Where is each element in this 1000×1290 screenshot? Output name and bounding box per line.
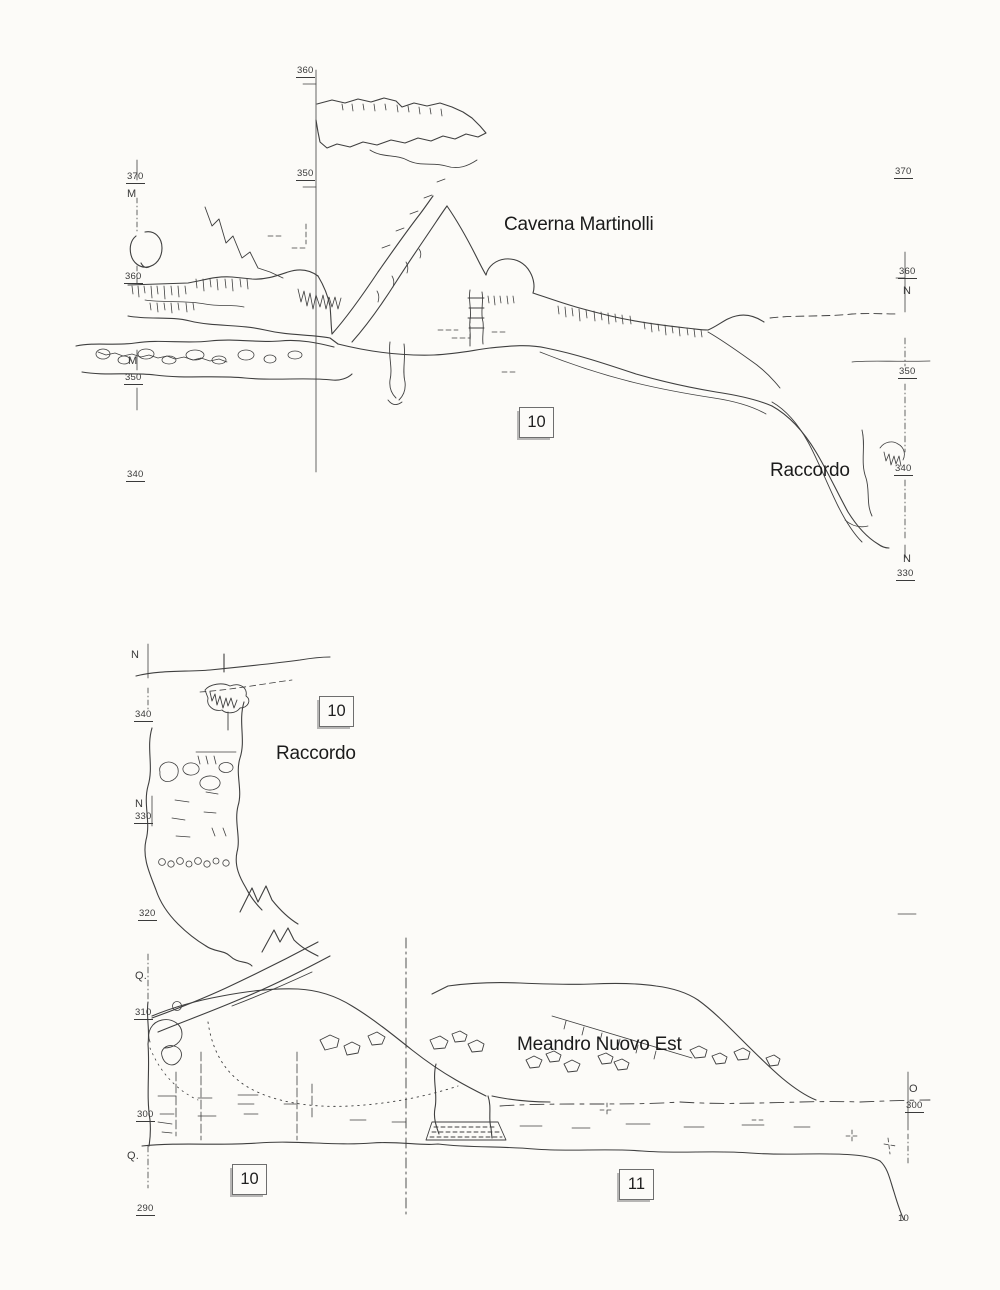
elevation-label-290-bottom: 290 [137,1203,154,1214]
section-letter-o-right: O [909,1083,918,1095]
elevation-label-330-bottom: 330 [135,811,152,822]
section-letter-n-lower: N [903,553,912,565]
section-letter-n-upper-bottom: N [131,649,140,661]
elevation-label-370-right: 370 [895,166,912,177]
passage-name-meandro-nuovo-est: Meandro Nuovo Est [517,1034,682,1055]
section-letter-m-lower: M [128,355,138,367]
dome-and-right-gallery [338,259,898,414]
section-number-box-10-lower [232,1164,267,1195]
section-number-10: 10 [327,702,346,720]
boulder-row [96,349,302,364]
elevation-label-350-left: 350 [125,372,142,383]
elevation-label-300-bottom-left: 300 [137,1109,154,1120]
section-letter-q-upper: Q. [135,970,148,982]
top-cross-section-blob [130,232,162,268]
rift-and-talus [147,886,330,1146]
elevation-label-350-topscale: 350 [297,168,314,179]
elevation-label-330-right: 330 [897,568,914,579]
top-profile-drawing [76,70,930,558]
pit-and-sediment [426,1064,506,1140]
section-letter-n-upper: N [903,285,912,297]
section-number-box-10-upper [319,696,354,727]
section-number-10: 10 [527,413,546,431]
upper-detached-passage [316,98,486,168]
survey-station-10: 10 [898,1213,909,1224]
elevation-label-340-right: 340 [895,463,912,474]
central-incline-gallery [332,179,518,372]
pillar [468,290,484,346]
elevation-label-310-bottom: 310 [135,1007,152,1018]
section-number-box-10-top [519,407,554,438]
section-letter-m-upper: M [127,188,137,200]
bottom-elevation-scale-lines [148,644,916,1188]
passage-name-raccordo-bottom: Raccordo [276,743,356,764]
elevation-label-370-left: 370 [127,171,144,182]
section-number-11: 11 [627,1175,646,1193]
section-letter-q-lower: Q. [127,1150,140,1162]
section-number-10: 10 [240,1170,259,1188]
cave-name-caverna-martinolli: Caverna Martinolli [504,214,654,235]
bottom-profile-drawing [136,644,930,1220]
elevation-label-340-bottom: 340 [135,709,152,720]
elevation-label-360-topscale: 360 [297,65,314,76]
elevation-label-350-right: 350 [899,366,916,377]
elevation-label-360-right: 360 [899,266,916,277]
raccordo-shaft [136,654,330,946]
elevation-label-320-bottom: 320 [139,908,156,919]
left-gallery [128,207,341,344]
elevation-label-300-bottom-right: 300 [906,1100,923,1111]
top-elevation-scale-lines [137,70,930,558]
section-number-box-11 [619,1169,654,1200]
section-letter-n-lower-bottom: N [135,798,144,810]
passage-name-raccordo-top: Raccordo [770,460,850,481]
chamber [149,983,816,1107]
elevation-label-340-left: 340 [127,469,144,480]
elevation-label-360-left: 360 [125,271,142,282]
